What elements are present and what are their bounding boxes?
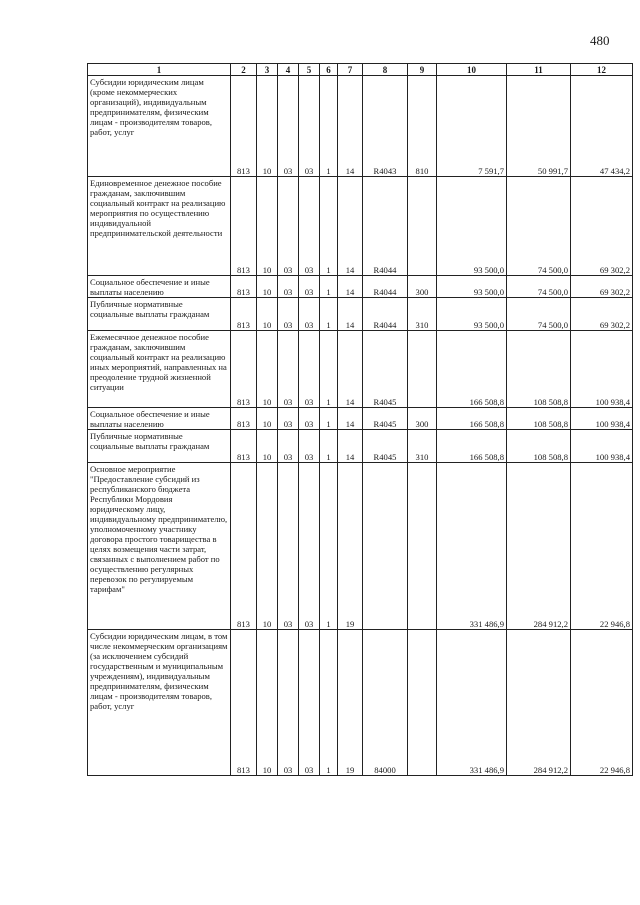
cell-section: 10	[257, 408, 278, 430]
cell-amount-1: 331 486,9	[437, 463, 507, 630]
cell-program: 03	[299, 276, 320, 298]
row-name-cell: Публичные нормативные социальные выплаты гражданам	[88, 430, 231, 463]
column-header: 1	[88, 64, 231, 76]
cell-direction: R4043	[363, 76, 408, 177]
budget-table	[87, 63, 633, 776]
cell-subsection: 03	[278, 276, 299, 298]
cell-admin-code: 813	[231, 177, 257, 276]
cell-amount-2: 284 912,2	[507, 630, 571, 776]
cell-expense-type	[408, 331, 437, 408]
cell-expense-type	[408, 463, 437, 630]
cell-amount-1: 7 591,7	[437, 76, 507, 177]
cell-amount-3: 100 938,4	[571, 408, 633, 430]
cell-amount-3: 69 302,2	[571, 276, 633, 298]
column-header: 10	[437, 64, 507, 76]
cell-section: 10	[257, 430, 278, 463]
cell-subprogram: 1	[320, 298, 338, 331]
cell-direction: R4044	[363, 298, 408, 331]
cell-subsection: 03	[278, 331, 299, 408]
cell-amount-1: 93 500,0	[437, 177, 507, 276]
cell-subsection: 03	[278, 630, 299, 776]
cell-amount-2: 108 508,8	[507, 430, 571, 463]
cell-subprogram: 1	[320, 76, 338, 177]
cell-program: 03	[299, 76, 320, 177]
column-header: 5	[299, 64, 320, 76]
cell-subsection: 03	[278, 463, 299, 630]
row-name-cell: Субсидии юридическим лицам (кроме некоммерческих организаций), индивидуальным предпринимателям, физическим лицам - производителям товаров, работ, услуг	[88, 76, 231, 177]
cell-section: 10	[257, 463, 278, 630]
cell-program: 03	[299, 630, 320, 776]
cell-amount-1: 166 508,8	[437, 331, 507, 408]
column-header: 3	[257, 64, 278, 76]
cell-amount-2: 284 912,2	[507, 463, 571, 630]
column-header: 9	[408, 64, 437, 76]
cell-amount-3: 47 434,2	[571, 76, 633, 177]
cell-amount-3: 22 946,8	[571, 463, 633, 630]
cell-admin-code: 813	[231, 630, 257, 776]
cell-subsection: 03	[278, 430, 299, 463]
table-row	[88, 630, 633, 776]
table-row	[88, 463, 633, 630]
cell-program: 03	[299, 463, 320, 630]
cell-event: 14	[338, 276, 363, 298]
table-row	[88, 430, 633, 463]
cell-section: 10	[257, 630, 278, 776]
cell-amount-1: 93 500,0	[437, 276, 507, 298]
column-header: 8	[363, 64, 408, 76]
cell-expense-type: 310	[408, 298, 437, 331]
cell-admin-code: 813	[231, 430, 257, 463]
cell-event: 19	[338, 630, 363, 776]
cell-program: 03	[299, 177, 320, 276]
cell-event: 14	[338, 408, 363, 430]
cell-program: 03	[299, 408, 320, 430]
cell-subprogram: 1	[320, 430, 338, 463]
table-row	[88, 177, 633, 276]
cell-admin-code: 813	[231, 298, 257, 331]
cell-section: 10	[257, 331, 278, 408]
cell-event: 14	[338, 177, 363, 276]
cell-event: 19	[338, 463, 363, 630]
cell-section: 10	[257, 276, 278, 298]
cell-expense-type	[408, 177, 437, 276]
cell-event: 14	[338, 430, 363, 463]
cell-subprogram: 1	[320, 630, 338, 776]
cell-event: 14	[338, 331, 363, 408]
cell-section: 10	[257, 298, 278, 331]
cell-program: 03	[299, 298, 320, 331]
cell-direction: R4044	[363, 276, 408, 298]
cell-subsection: 03	[278, 177, 299, 276]
table-row	[88, 298, 633, 331]
cell-expense-type	[408, 630, 437, 776]
cell-amount-2: 108 508,8	[507, 408, 571, 430]
cell-event: 14	[338, 298, 363, 331]
cell-admin-code: 813	[231, 76, 257, 177]
cell-amount-2: 108 508,8	[507, 331, 571, 408]
table-row	[88, 276, 633, 298]
cell-subsection: 03	[278, 298, 299, 331]
cell-admin-code: 813	[231, 331, 257, 408]
row-name-cell: Социальное обеспечение и иные выплаты населению	[88, 276, 231, 298]
cell-amount-2: 50 991,7	[507, 76, 571, 177]
table-row	[88, 331, 633, 408]
cell-amount-2: 74 500,0	[507, 276, 571, 298]
cell-event: 14	[338, 76, 363, 177]
cell-expense-type: 810	[408, 76, 437, 177]
cell-direction: R4045	[363, 430, 408, 463]
cell-expense-type: 300	[408, 408, 437, 430]
cell-amount-3: 22 946,8	[571, 630, 633, 776]
cell-admin-code: 813	[231, 408, 257, 430]
column-header: 12	[571, 64, 633, 76]
column-header: 7	[338, 64, 363, 76]
column-header: 6	[320, 64, 338, 76]
header-row	[88, 64, 633, 76]
cell-direction: R4045	[363, 408, 408, 430]
cell-subprogram: 1	[320, 276, 338, 298]
cell-amount-3: 100 938,4	[571, 331, 633, 408]
cell-section: 10	[257, 76, 278, 177]
cell-subsection: 03	[278, 408, 299, 430]
cell-subprogram: 1	[320, 408, 338, 430]
cell-direction: R4045	[363, 331, 408, 408]
cell-admin-code: 813	[231, 276, 257, 298]
cell-subprogram: 1	[320, 177, 338, 276]
cell-amount-2: 74 500,0	[507, 298, 571, 331]
cell-program: 03	[299, 430, 320, 463]
cell-direction	[363, 463, 408, 630]
cell-amount-1: 166 508,8	[437, 430, 507, 463]
cell-admin-code: 813	[231, 463, 257, 630]
page-number: 480	[590, 33, 610, 48]
cell-subprogram: 1	[320, 331, 338, 408]
cell-section: 10	[257, 177, 278, 276]
cell-amount-2: 74 500,0	[507, 177, 571, 276]
column-header: 11	[507, 64, 571, 76]
cell-amount-3: 69 302,2	[571, 177, 633, 276]
table-row	[88, 76, 633, 177]
cell-expense-type: 300	[408, 276, 437, 298]
row-name-cell: Ежемесячное денежное пособие гражданам, заключившим социальный контракт на реализацию иных мероприятий, направленных на преодоление трудной жизненной ситуации	[88, 331, 231, 408]
cell-program: 03	[299, 331, 320, 408]
cell-subsection: 03	[278, 76, 299, 177]
row-name-cell: Основное мероприятие "Предоставление субсидий из республиканского бюджета Республики Мордовия юридическому лицу, индивидуальному предпринимателю, уполномоченному участнику договора простого товарищества в целях возмещения части затрат, связанных с выполнением работ по осуществлению регулярных перевозок по регулируемым тарифам"	[88, 463, 231, 630]
cell-expense-type: 310	[408, 430, 437, 463]
column-header: 4	[278, 64, 299, 76]
cell-direction: 84000	[363, 630, 408, 776]
row-name-cell: Субсидии юридическим лицам, в том числе некоммерческим организациям (за исключением субсидий государственным и муниципальным учреждениям), индивидуальным предпринимателям, физическим лицам - производителям товаров, работ, услуг	[88, 630, 231, 776]
row-name-cell: Публичные нормативные социальные выплаты гражданам	[88, 298, 231, 331]
cell-amount-1: 93 500,0	[437, 298, 507, 331]
cell-amount-3: 100 938,4	[571, 430, 633, 463]
row-name-cell: Социальное обеспечение и иные выплаты населению	[88, 408, 231, 430]
cell-amount-3: 69 302,2	[571, 298, 633, 331]
column-header: 2	[231, 64, 257, 76]
table-row	[88, 408, 633, 430]
cell-subprogram: 1	[320, 463, 338, 630]
cell-amount-1: 166 508,8	[437, 408, 507, 430]
cell-direction: R4044	[363, 177, 408, 276]
cell-amount-1: 331 486,9	[437, 630, 507, 776]
row-name-cell: Единовременное денежное пособие гражданам, заключившим социальный контракт на реализацию мероприятия по осуществлению индивидуальной предпринимательской деятельности	[88, 177, 231, 276]
